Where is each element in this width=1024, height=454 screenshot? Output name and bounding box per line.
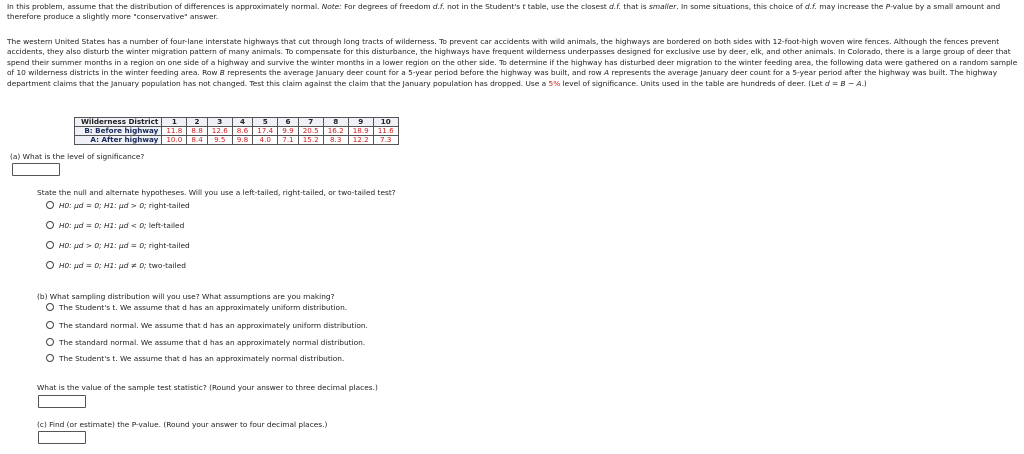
distribution-option-3[interactable] — [46, 338, 365, 348]
part-c-question: (c) Find (or estimate) the P-value. (Round your answer to four decimal places.) — [37, 420, 328, 429]
intro-text: . In some situations, this choice of — [676, 2, 805, 11]
problem-text: level of significance. Units used in the table are hundreds of deer. (Let — [560, 78, 825, 88]
h1-text: H1: μd < 0; — [103, 221, 149, 230]
problem-text: The western United States has a number of four-lane interstate highways that cut through long tracts of wilderness. To prevent car accidents with wild animals, the highways are bordered on both sides with 12-foot-high woven wire fences. Although the fences prevent accidents, they also disturb the winter migration pattern of many animals. To compensate for this disturbance, the highways have frequent wilderness underpasses designed for exclusive use by deer, elk, and other animals. In Colorado, there is a large group of deer that spend their summer months in a region on one side of a highway and survive the winter months in a lower region on the other side. To determine if the highway has disturbed deer migration to the winter feeding area, the following data were gathered on a random sample of 10 wilderness districts in the winter feeding area. Row — [7, 37, 1018, 78]
h1-text: H1: μd > 0; — [103, 201, 149, 210]
p-term: P — [885, 2, 891, 11]
problem-text: represents the average January deer count for a 5-year period after the highway was built. The highway department claims that the January population has not changed. Test this claim against the claim that the January population has dropped. Use a — [7, 68, 998, 88]
after-value: 7.3 — [373, 136, 398, 145]
after-value: 9.5 — [207, 136, 232, 145]
hypothesis-option-1[interactable] — [46, 201, 190, 211]
row-a-label: A: After highway — [75, 136, 162, 145]
intro-text: that is — [621, 2, 650, 11]
radio-button[interactable] — [46, 201, 54, 209]
hypothesis-option-3[interactable] — [46, 241, 190, 251]
intro-text: -value by a small amount and therefore produce a slightly more "conservative" answer. — [7, 2, 1001, 22]
before-value: 11.8 — [162, 127, 187, 136]
deer-data-table — [74, 117, 399, 145]
after-value: 9.8 — [232, 136, 252, 145]
df-term: d.f. — [432, 2, 445, 11]
radio-button[interactable] — [46, 303, 54, 311]
district-cell: 7 — [298, 118, 323, 127]
district-cell: 6 — [278, 118, 298, 127]
table-row-after — [75, 136, 399, 145]
before-value: 8.6 — [232, 127, 252, 136]
intro-note — [7, 2, 1019, 23]
before-value: 9.9 — [278, 127, 298, 136]
h1-text: H1: μd = 0; — [103, 241, 149, 250]
before-value: 18.9 — [348, 127, 373, 136]
problem-text: .) — [861, 78, 867, 88]
before-value: 11.6 — [373, 127, 398, 136]
row-a-term: A — [604, 68, 610, 78]
after-value: 8.4 — [187, 136, 207, 145]
intro-text: may increase the — [816, 2, 886, 11]
part-a-question: (a) What is the level of significance? — [10, 152, 145, 161]
test-statistic-question: What is the value of the sample test statistic? (Round your answer to three decimal places.) — [37, 383, 378, 392]
test-statistic-input[interactable] — [38, 395, 86, 408]
option-text: The standard normal. We assume that d has an approximately normal distribution. — [59, 338, 366, 347]
before-value: 12.6 — [207, 127, 232, 136]
intro-text: In this problem, assume that the distribution of differences is approximately normal. — [7, 2, 322, 11]
option-text: The Student's t. We assume that d has an approximately uniform distribution. — [59, 303, 348, 312]
radio-button[interactable] — [46, 321, 54, 329]
radio-button[interactable] — [46, 221, 54, 229]
radio-button[interactable] — [46, 261, 54, 269]
t-term: t — [522, 2, 526, 11]
district-cell: 3 — [207, 118, 232, 127]
problem-text: represents the average January deer count for a 5-year period before the highway was built, and row — [224, 68, 605, 78]
problem-statement — [7, 37, 1019, 89]
row-b-label: B: Before highway — [75, 127, 162, 136]
h0-text: H0: μd = 0; — [59, 201, 104, 210]
significance-value: 5% — [548, 78, 561, 88]
note-label: Note: — [321, 2, 342, 11]
hypotheses-question: State the null and alternate hypotheses. Will you use a left-tailed, right-tailed, or two-tailed test? — [37, 188, 396, 197]
h0-text: H0: μd = 0; — [59, 261, 104, 270]
h0-text: H0: μd = 0; — [59, 221, 104, 230]
row-b-term: B — [219, 68, 225, 78]
intro-text: For degrees of freedom — [341, 2, 433, 11]
before-value: 8.8 — [187, 127, 207, 136]
smaller-term: smaller — [649, 2, 677, 11]
radio-button[interactable] — [46, 354, 54, 362]
district-cell: 8 — [323, 118, 348, 127]
before-value: 16.2 — [323, 127, 348, 136]
d-definition: d = B − A — [824, 78, 862, 88]
distribution-option-4[interactable] — [46, 354, 344, 364]
header-label: Wilderness District — [75, 118, 162, 127]
tail-text: right-tailed — [148, 241, 190, 250]
part-b-question: (b) What sampling distribution will you use? What assumptions are you making? — [37, 292, 335, 301]
after-value: 8.3 — [323, 136, 348, 145]
after-value: 10.0 — [162, 136, 187, 145]
significance-answer-input[interactable] — [12, 163, 60, 176]
p-value-input[interactable] — [38, 431, 86, 444]
district-cell: 4 — [232, 118, 252, 127]
h0-text: H0: μd > 0; — [59, 241, 104, 250]
district-cell: 9 — [348, 118, 373, 127]
intro-text: not in the Student's — [444, 2, 523, 11]
after-value: 15.2 — [298, 136, 323, 145]
before-value: 20.5 — [298, 127, 323, 136]
intro-text: table, use the closest — [525, 2, 610, 11]
radio-button[interactable] — [46, 241, 54, 249]
radio-button[interactable] — [46, 338, 54, 346]
tail-text: two-tailed — [148, 261, 186, 270]
after-value: 12.2 — [348, 136, 373, 145]
tail-text: left-tailed — [148, 221, 185, 230]
tail-text: right-tailed — [148, 201, 190, 210]
distribution-option-2[interactable] — [46, 321, 368, 331]
hypothesis-option-2[interactable] — [46, 221, 184, 231]
district-cell: 5 — [253, 118, 278, 127]
option-text: The Student's t. We assume that d has an approximately normal distribution. — [59, 354, 345, 363]
df-term: d.f. — [805, 2, 817, 11]
before-value: 17.4 — [253, 127, 278, 136]
hypothesis-option-4[interactable] — [46, 261, 186, 271]
h1-text: H1: μd ≠ 0; — [103, 261, 149, 270]
district-cell: 10 — [373, 118, 398, 127]
option-text: The standard normal. We assume that d has an approximately uniform distribution. — [59, 321, 368, 330]
district-cell: 2 — [187, 118, 207, 127]
df-term: d.f. — [609, 2, 622, 11]
district-cell: 1 — [162, 118, 187, 127]
after-value: 4.0 — [253, 136, 278, 145]
after-value: 7.1 — [278, 136, 298, 145]
distribution-option-1[interactable] — [46, 303, 347, 313]
